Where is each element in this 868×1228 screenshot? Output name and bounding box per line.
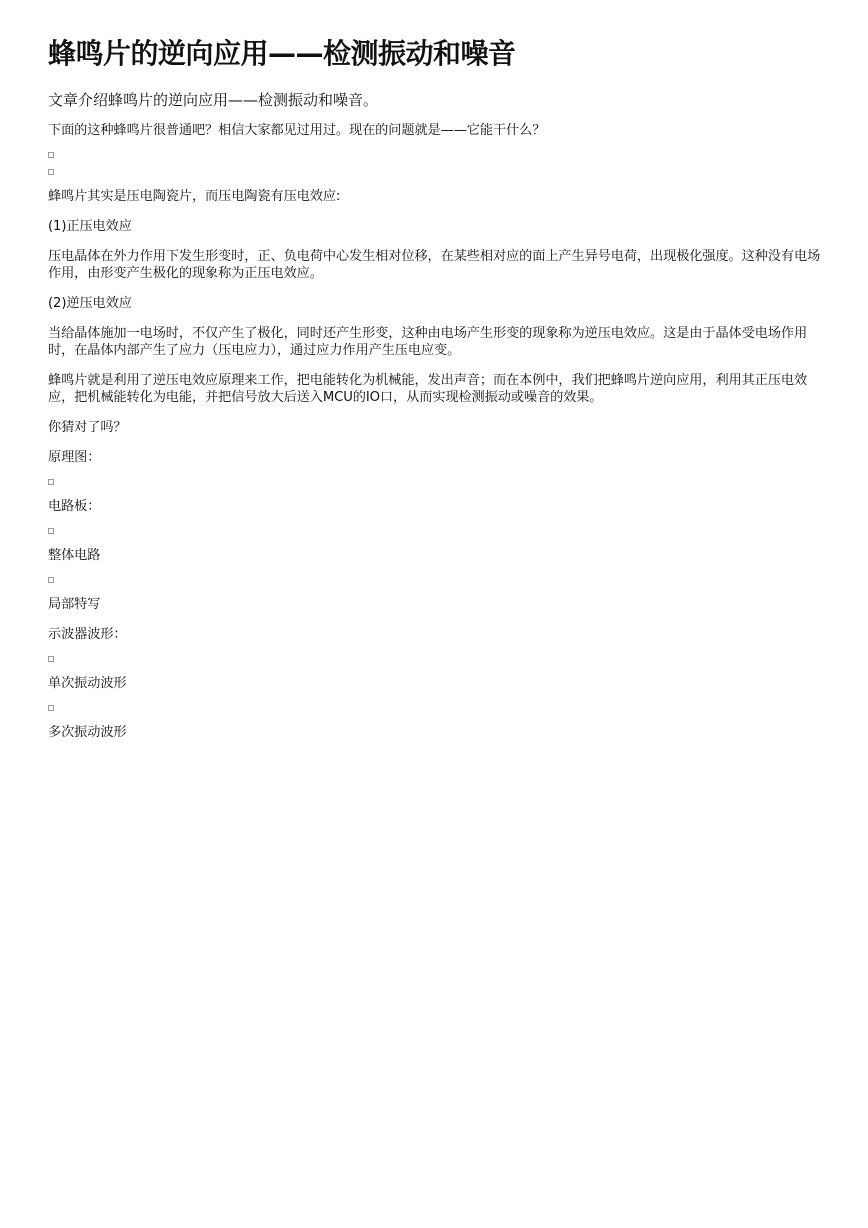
inverse-effect-heading: (2)逆压电效应 [48,296,132,311]
buzzer-image-placeholder [48,169,54,175]
board-label: 电路板： [48,499,101,514]
scope-label: 示波器波形： [48,627,127,642]
buzzer-image-placeholder [48,152,54,158]
board-image-placeholder [48,528,54,534]
inverse-effect-paragraph: 当给晶体施加一电场时，不仅产生了极化，同时还产生形变，这种由电场产生形变的现象称为逆压电效应。这是由于晶体受电场作用时，在晶体内部产生了应力（压电应力），通过应力作用产生压电应变。 [48,326,808,358]
article [48,36,822,754]
guess-paragraph: 你猜对了吗？ [48,420,127,435]
schematic-image-placeholder [48,479,54,485]
single-wave-image-placeholder [48,656,54,662]
intro-paragraph: 下面的这种蜂鸣片很普通吧？相信大家都见过用过。现在的问题就是——它能干什么？ [48,123,546,138]
multi-wave-caption: 多次振动波形 [48,725,127,740]
direct-effect-paragraph: 压电晶体在外力作用下发生形变时，正、负电荷中心发生相对位移，在某些相对应的面上产生异号电荷，出现极化强度。这种没有电场作用，由形变产生极化的现象称为正压电效应。 [48,249,821,281]
usage-paragraph: 蜂鸣片就是利用了逆压电效应原理来工作，把电能转化为机械能，发出声音；而在本例中，我们把蜂鸣片逆向应用，利用其正压电效应，把机械能转化为电能，并把信号放大后送入MCU的IO口，从而实现检测振动或噪音的效果。 [48,373,808,405]
schematic-label: 原理图： [48,450,101,465]
detail-image-placeholder [48,577,54,583]
single-wave-caption: 单次振动波形 [48,676,127,691]
detail-caption: 局部特写 [48,597,101,612]
whole-circuit-caption: 整体电路 [48,548,101,563]
piezo-paragraph: 蜂鸣片其实是压电陶瓷片，而压电陶瓷有压电效应: [48,189,341,204]
article-subtitle: 文章介绍蜂鸣片的逆向应用——检测振动和噪音。 [48,91,379,109]
multi-wave-image-placeholder [48,705,54,711]
article-title: 蜂鸣片的逆向应用——检测振动和噪音 [48,37,516,70]
direct-effect-heading: (1)正压电效应 [48,219,132,234]
